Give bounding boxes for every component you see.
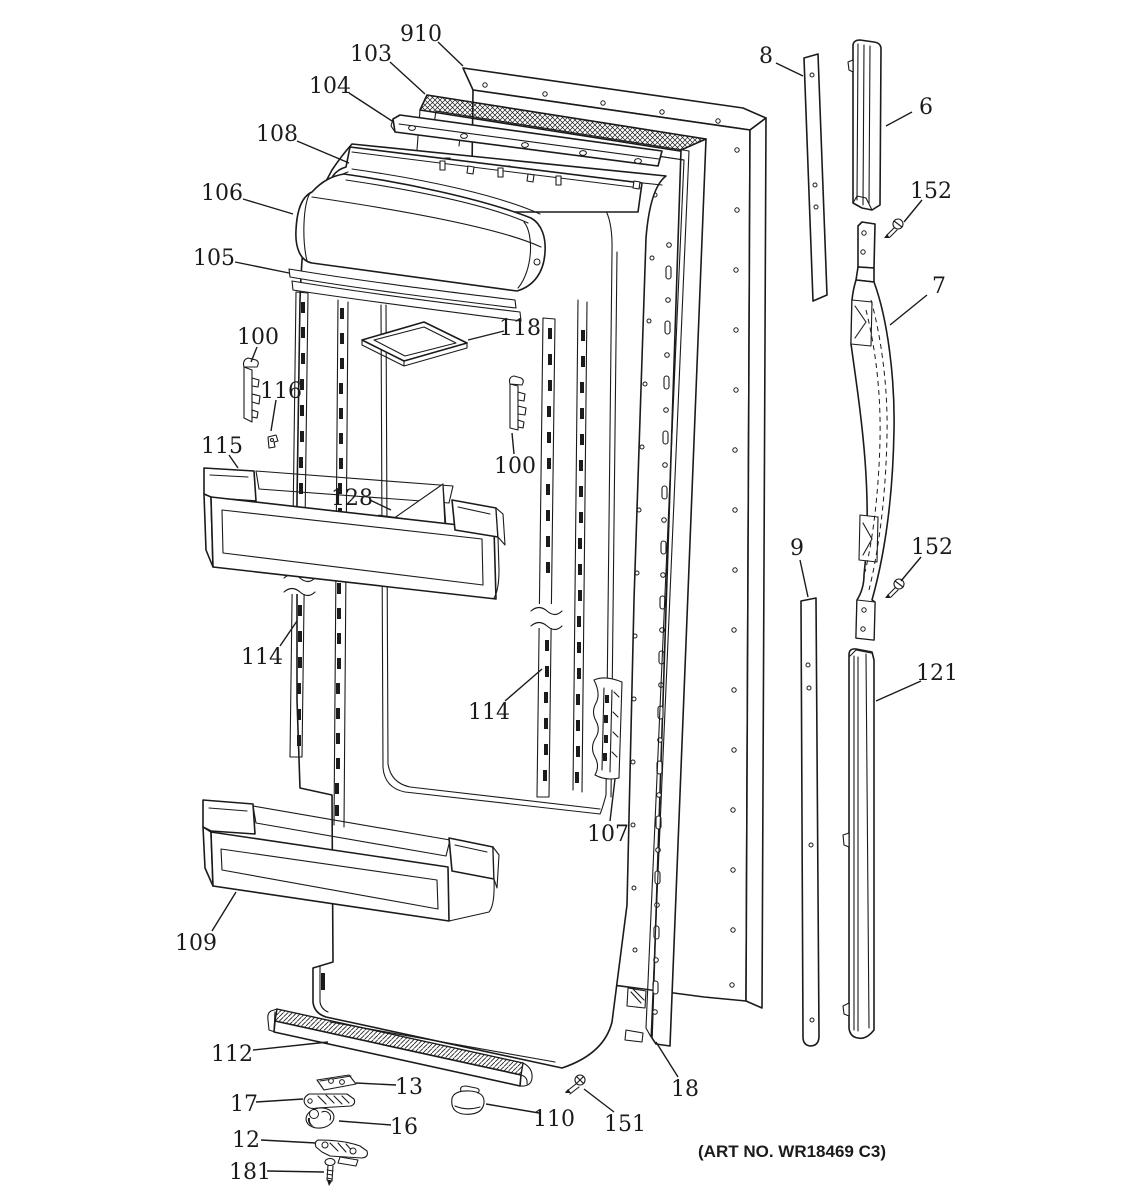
diagram-line: [339, 383, 343, 394]
diagram-line: [339, 458, 343, 469]
part-label-152-bottom: 152: [911, 535, 953, 560]
part-label-116: 116: [260, 379, 302, 404]
diagram-line: [858, 222, 875, 268]
part-label-100-right: 100: [494, 454, 536, 479]
part-label-107: 107: [587, 822, 629, 847]
diagram-line: [548, 328, 552, 339]
diagram-line: [885, 594, 891, 598]
diagram-line: [734, 388, 738, 392]
part-label-17: 17: [230, 1092, 258, 1117]
leader-line-151: [584, 1089, 614, 1112]
diagram-line: [467, 166, 474, 174]
part-label-12: 12: [232, 1128, 260, 1153]
leader-line-9: [800, 560, 808, 597]
diagram-line: [580, 151, 587, 156]
diagram-line: [440, 161, 445, 170]
diagram-line: [603, 753, 607, 761]
diagram-line: [650, 256, 654, 260]
part-label-181: 181: [229, 1160, 271, 1185]
leader-line-17: [256, 1099, 303, 1102]
diagram-line: [297, 709, 301, 720]
diagram-line: [605, 695, 609, 703]
part-label-7: 7: [932, 274, 946, 299]
part-label-108: 108: [256, 122, 298, 147]
diagram-line: [300, 405, 304, 416]
diagram-line: [579, 486, 583, 497]
part-181-screw: [325, 1159, 335, 1187]
part-label-6: 6: [919, 95, 933, 120]
diagram-line: [510, 384, 518, 430]
diagram-line: [661, 573, 666, 578]
diagram-line: [543, 770, 547, 781]
diagram-line: [807, 686, 811, 690]
diagram-line: [580, 382, 584, 393]
diagram-line: [337, 658, 341, 669]
diagram-line: [340, 1080, 345, 1085]
diagram-line: [244, 358, 259, 367]
diagram-line: [733, 508, 737, 512]
diagram-line: [321, 973, 325, 990]
diagram-line: [337, 633, 341, 644]
diagram-line: [322, 1142, 328, 1148]
part-116-clip: [268, 435, 278, 448]
diagram-line: [635, 159, 642, 164]
diagram-line: [734, 328, 738, 332]
diagram-line: [547, 406, 551, 417]
diagram-line: [527, 174, 534, 182]
part-label-112: 112: [211, 1042, 253, 1067]
diagram-line: [888, 588, 898, 597]
diagram-line: [336, 708, 340, 719]
part-label-13: 13: [395, 1075, 423, 1100]
diagram-line: [657, 793, 662, 798]
diagram-line: [409, 126, 416, 131]
diagram-line: [339, 408, 343, 419]
diagram-line: [301, 302, 305, 313]
diagram-line: [667, 243, 672, 248]
leader-line-121: [876, 681, 921, 701]
diagram-line: [576, 694, 580, 705]
diagram-line: [733, 448, 737, 452]
part-label-152-top: 152: [910, 179, 952, 204]
diagram-line: [335, 805, 339, 816]
leader-line-8: [776, 63, 803, 76]
diagram-line: [640, 445, 644, 449]
part-110-cap: [452, 1086, 484, 1114]
diagram-line: [665, 321, 670, 334]
diagram-line: [666, 298, 671, 303]
leader-line-109: [212, 892, 236, 931]
diagram-line: [498, 168, 503, 177]
diagram-line: [547, 458, 551, 469]
diagram-line: [843, 833, 849, 847]
diagram-line: [310, 1110, 319, 1119]
part-12-bracket: [315, 1140, 367, 1166]
diagram-line: [340, 358, 344, 369]
diagram-line: [350, 1148, 356, 1154]
part-8-trim-strip-upper: [804, 54, 827, 301]
diagram-line: [731, 928, 735, 932]
diagram-line: [578, 590, 582, 601]
diagram-line: [203, 800, 255, 834]
diagram-line: [298, 605, 302, 616]
diagram-line: [665, 353, 670, 358]
diagram-line: [581, 356, 585, 367]
diagram-line: [604, 715, 608, 723]
leader-line-116: [271, 400, 276, 431]
diagram-line: [461, 134, 468, 139]
diagram-line: [335, 783, 339, 794]
diagram-line: [297, 683, 301, 694]
diagram-line: [661, 541, 666, 554]
diagram-line: [625, 1030, 643, 1042]
diagram-line: [580, 434, 584, 445]
diagram-line: [663, 431, 668, 444]
diagram-line: [577, 642, 581, 653]
diagram-line: [632, 697, 636, 701]
diagram-line: [813, 183, 817, 187]
diagram-line: [580, 408, 584, 419]
diagram-line: [631, 760, 635, 764]
diagram-line: [862, 608, 866, 612]
diagram-line: [329, 1079, 334, 1084]
diagram-line: [576, 746, 580, 757]
art-number: (ART NO. WR18469 C3): [698, 1142, 886, 1161]
part-label-105: 105: [193, 246, 235, 271]
part-100-clip-left: [244, 358, 261, 422]
diagram-line: [545, 640, 549, 651]
diagram-line: [297, 735, 301, 746]
diagram-line: [522, 143, 529, 148]
diagram-line: [664, 376, 669, 389]
diagram-line: [547, 432, 551, 443]
diagram-line: [338, 1157, 358, 1166]
diagram-line: [452, 1091, 484, 1114]
diagram-line: [577, 668, 581, 679]
diagram-line: [731, 868, 735, 872]
diagram-line: [856, 600, 875, 640]
part-label-8: 8: [759, 44, 773, 69]
part-7-door-handle: [851, 222, 894, 640]
leader-line-110: [486, 1104, 539, 1113]
diagram-line: [299, 457, 303, 468]
diagram-line: [578, 538, 582, 549]
part-label-151: 151: [604, 1112, 646, 1137]
diagram-line: [327, 1180, 332, 1186]
diagram-line: [884, 234, 890, 238]
leader-line-104: [349, 93, 392, 121]
diagram-line: [271, 439, 274, 442]
diagram-line: [735, 208, 739, 212]
leader-line-112: [253, 1042, 328, 1050]
diagram-line: [575, 772, 579, 783]
diagram-line: [633, 948, 637, 952]
diagram-line: [662, 518, 667, 523]
part-152-screw-top: [884, 219, 903, 238]
part-label-104: 104: [309, 74, 351, 99]
diagram-line: [849, 649, 874, 1038]
diagram-line: [337, 608, 341, 619]
leader-line-106: [243, 199, 293, 214]
part-label-910: 910: [400, 22, 442, 47]
diagram-line: [664, 408, 669, 413]
diagram-line: [336, 758, 340, 769]
diagram-line: [544, 692, 548, 703]
leader-line-6: [886, 112, 912, 126]
diagram-line: [577, 616, 581, 627]
leader-line-152-bottom: [901, 557, 921, 581]
diagram-line: [660, 110, 664, 114]
diagram-line: [643, 382, 647, 386]
diagram-line: [601, 101, 605, 105]
diagram-line: [806, 663, 810, 667]
leader-line-108: [297, 141, 349, 163]
diagram-line: [848, 60, 853, 72]
diagram-line: [548, 354, 552, 365]
diagram-line: [340, 333, 344, 344]
diagram-line: [861, 250, 865, 254]
part-label-103: 103: [350, 42, 392, 67]
diagram-line: [633, 181, 640, 189]
diagram-line: [317, 1075, 356, 1090]
diagram-line: [810, 1018, 814, 1022]
diagram-line: [604, 735, 608, 743]
diagram-line: [862, 231, 866, 235]
diagram-line: [546, 536, 550, 547]
part-label-100-left: 100: [237, 325, 279, 350]
part-label-118: 118: [499, 316, 541, 341]
diagram-line: [647, 319, 651, 323]
diagram-line: [544, 744, 548, 755]
diagram-line: [746, 118, 766, 1008]
part-13-plate: [317, 1075, 356, 1090]
diagram-line: [546, 562, 550, 573]
diagram-line: [337, 583, 341, 594]
diagram-line: [556, 176, 561, 185]
diagram-line: [732, 748, 736, 752]
diagram-line: [327, 1165, 333, 1181]
diagram-line: [546, 484, 550, 495]
diagram-line: [576, 720, 580, 731]
part-label-128: 128: [331, 486, 373, 511]
leader-line-13: [356, 1083, 396, 1085]
diagram-line: [666, 266, 671, 279]
diagram-line: [336, 733, 340, 744]
diagram-line: [548, 380, 552, 391]
part-label-109: 109: [175, 931, 217, 956]
diagram-line: [735, 148, 739, 152]
diagram-line: [732, 688, 736, 692]
diagram-line: [339, 433, 343, 444]
diagram-line: [861, 627, 865, 631]
leader-line-16: [339, 1121, 391, 1125]
part-121-door-stop-rail: [843, 649, 874, 1038]
leader-line-18: [656, 1042, 678, 1077]
diagram-line: [804, 54, 827, 301]
diagram-line: [565, 1089, 571, 1093]
diagram-line: [336, 683, 340, 694]
diagram-line: [578, 564, 582, 575]
diagram-line: [662, 486, 667, 499]
part-17-clip: [304, 1094, 354, 1109]
leader-line-181: [267, 1171, 324, 1172]
diagram-line: [252, 378, 260, 418]
part-label-115: 115: [201, 434, 243, 459]
diagram-line: [244, 367, 252, 422]
diagram-line: [809, 843, 813, 847]
part-16-grommet: [305, 1106, 336, 1130]
part-label-121: 121: [916, 661, 958, 686]
part-label-106: 106: [201, 181, 243, 206]
leader-line-12: [261, 1140, 316, 1143]
part-label-114-left: 114: [241, 645, 283, 670]
part-label-9: 9: [790, 536, 804, 561]
diagram-line: [581, 330, 585, 341]
diagram-line: [579, 460, 583, 471]
leader-line-103: [390, 62, 425, 94]
leader-line-7: [890, 295, 927, 325]
diagram-line: [716, 119, 720, 123]
diagram-line: [298, 631, 302, 642]
part-label-110: 110: [533, 1107, 575, 1132]
part-6-handle-end-cap: [848, 40, 881, 210]
diagram-line: [301, 353, 305, 364]
diagram-line: [545, 666, 549, 677]
leader-line-114-left: [280, 621, 297, 646]
part-label-16: 16: [390, 1115, 418, 1140]
diagram-line: [731, 808, 735, 812]
part-9-trim-strip-lower: [801, 598, 819, 1046]
diagram-line: [734, 268, 738, 272]
diagram-line: [204, 468, 256, 501]
diagram-line: [298, 657, 302, 668]
diagram-line: [663, 463, 668, 468]
diagram-line: [730, 983, 734, 987]
diagram-line: [483, 83, 487, 87]
diagram-line: [887, 228, 897, 237]
diagram-line: [733, 568, 737, 572]
diagram-line: [631, 823, 635, 827]
diagram-line: [300, 431, 304, 442]
diagram-line: [814, 205, 818, 209]
diagram-line: [843, 1003, 849, 1016]
diagram-line: [810, 73, 814, 77]
diagram-line: [732, 628, 736, 632]
part-label-18: 18: [671, 1077, 699, 1102]
diagram-line: [340, 308, 344, 319]
diagram-line: [308, 1099, 312, 1103]
leader-line-105: [235, 262, 289, 273]
part-152-screw-bottom: [885, 579, 904, 598]
diagram-line: [325, 1159, 335, 1166]
diagram-line: [546, 510, 550, 521]
diagram-line: [543, 92, 547, 96]
diagram-line: [301, 327, 305, 338]
diagram-line: [534, 259, 540, 265]
part-151-screw: [565, 1075, 585, 1094]
diagram-line: [632, 886, 636, 890]
diagram-line: [544, 718, 548, 729]
diagram-line: [579, 512, 583, 523]
diagram-line: [653, 1010, 658, 1015]
part-label-114-right: 114: [468, 700, 510, 725]
